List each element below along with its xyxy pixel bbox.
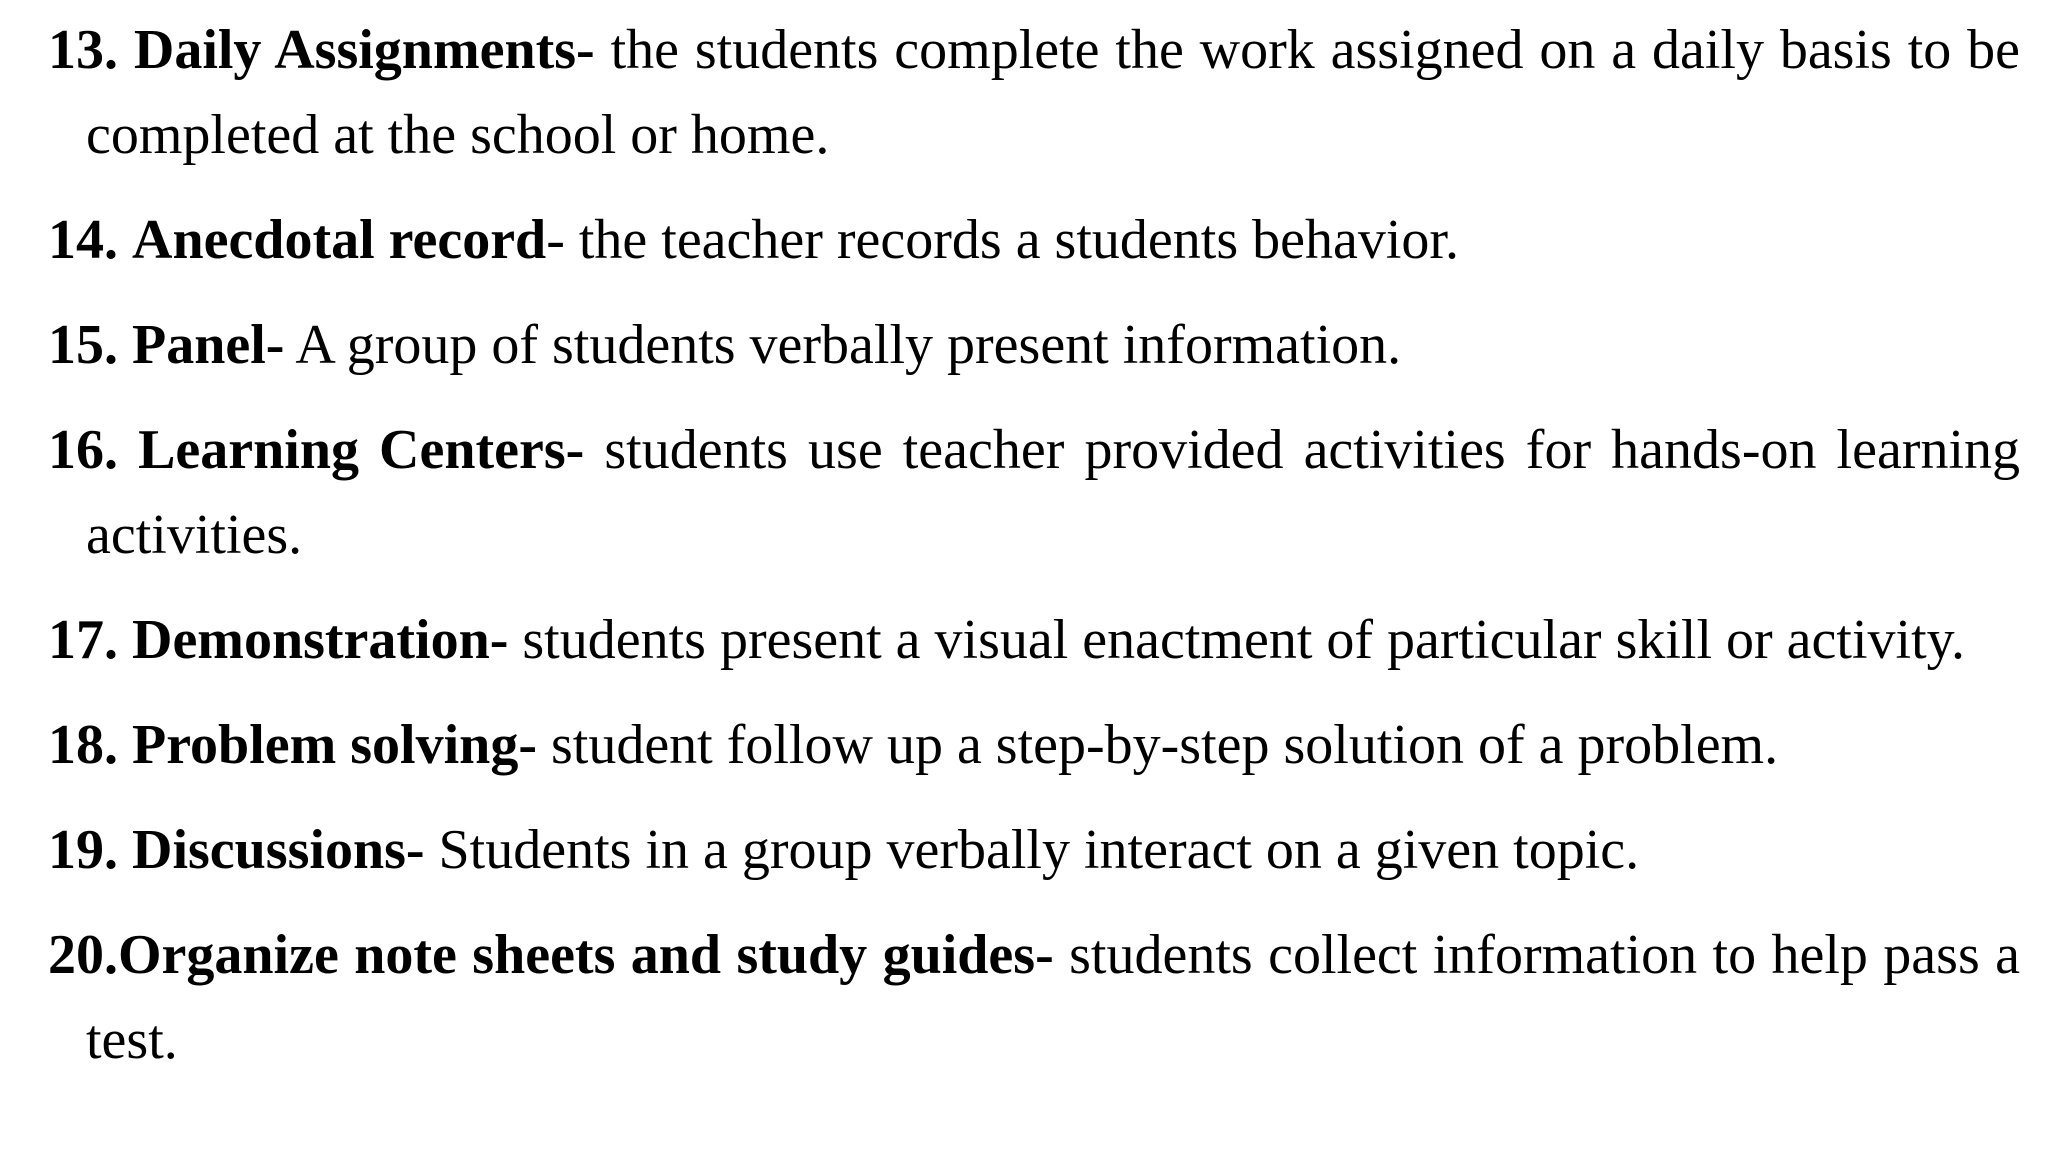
item-number: 16.	[48, 419, 118, 481]
list-item-19	[48, 808, 2020, 893]
item-term: Anecdotal record	[132, 209, 547, 271]
list-item-20	[48, 913, 2020, 1083]
item-description: students use teacher provided activities for hands-on learning activities.	[86, 419, 2021, 566]
item-term: Panel-	[132, 314, 285, 376]
item-term: Problem solving-	[132, 714, 537, 776]
document-page	[48, 8, 2020, 1103]
item-number: 15.	[48, 314, 118, 376]
item-description: - the teacher records a students behavior.	[546, 209, 1459, 271]
list-item-17	[48, 598, 2020, 683]
item-description: the students complete the work assigned on a daily basis to be completed at the school or home.	[86, 19, 2020, 166]
item-number: 17.	[48, 609, 118, 671]
item-number: 20.	[48, 924, 118, 986]
item-description: student follow up a step-by-step solution of a problem.	[550, 714, 1779, 776]
item-term: Discussions-	[132, 819, 425, 881]
list-item-13	[48, 8, 2020, 178]
list-item-16	[48, 408, 2020, 578]
item-term: Learning Centers-	[138, 419, 585, 481]
item-description: students present a visual enactment of particular skill or activity.	[522, 609, 1965, 671]
item-description: Students in a group verbally interact on a given topic.	[438, 819, 1640, 881]
item-description: A group of students verbally present information.	[295, 314, 1402, 376]
list-item-15	[48, 303, 2020, 388]
item-number: 18.	[48, 714, 118, 776]
item-description: students collect information to help pass a test.	[86, 924, 2020, 1071]
item-term: Daily Assignments-	[133, 19, 595, 81]
list-item-14	[48, 198, 2020, 283]
item-number: 19.	[48, 819, 118, 881]
item-term: Organize note sheets and study guides-	[118, 924, 1054, 986]
list-item-18	[48, 703, 2020, 788]
item-number: 13.	[48, 19, 118, 81]
item-number: 14.	[48, 209, 118, 271]
item-term: Demonstration-	[132, 609, 509, 671]
